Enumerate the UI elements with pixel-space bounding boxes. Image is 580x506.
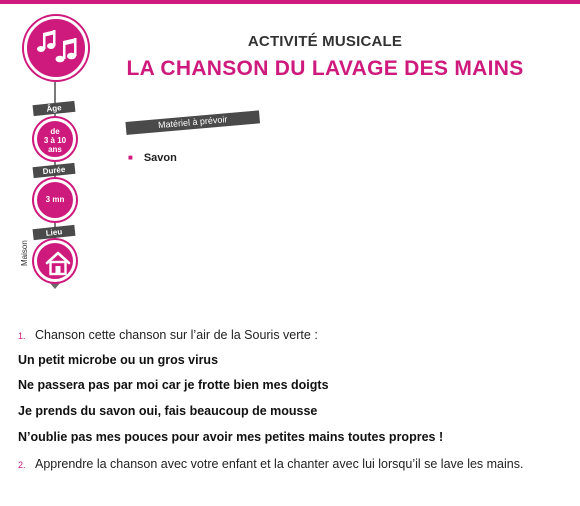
house-icon — [44, 249, 72, 277]
age-value-line2: 3 à 10 — [43, 136, 67, 145]
step-1 — [18, 328, 558, 343]
top-accent-bar — [0, 0, 580, 4]
lyric-line-4: N’oublie pas mes pouces pour avoir mes petites mains toutes propres ! — [18, 430, 444, 444]
activity-kicker: ACTIVITÉ MUSICALE — [247, 33, 403, 50]
location-tag: Lieu — [33, 225, 76, 240]
bullet-icon: ■ — [128, 153, 133, 162]
duration-badge — [34, 179, 76, 221]
step-2 — [18, 457, 558, 472]
lyric-line-2: Ne passera pas par moi car je frotte bien mes doigts — [18, 378, 329, 392]
step-2-number: 2. — [18, 460, 26, 470]
age-badge — [34, 118, 76, 160]
material-item-text: Savon — [143, 152, 177, 164]
duration-tag: Durée — [33, 163, 76, 178]
page-title: LA CHANSON DU LAVAGE DES MAINS — [126, 57, 524, 80]
lyric-line-1: Un petit microbe ou un gros virus — [18, 353, 219, 367]
step-1-text: Chanson cette chanson sur l’air de la Souris verte : — [35, 328, 318, 342]
location-value: Maison — [20, 240, 29, 266]
location-badge — [34, 240, 76, 282]
duration-value: 3 mn — [45, 195, 65, 204]
activity-type-badge — [24, 16, 88, 80]
music-notes-icon — [33, 27, 81, 71]
age-value-line1: de — [50, 127, 60, 136]
lyric-line-3: Je prends du savon oui, fais beaucoup de mousse — [18, 404, 318, 418]
age-value-line3: ans — [48, 145, 62, 154]
age-tag: Âge — [33, 101, 76, 116]
material-item — [128, 152, 177, 164]
timeline-arrow — [49, 282, 61, 289]
materials-label: Matériel à prévoir — [125, 110, 260, 135]
step-2-text: Apprendre la chanson avec votre enfant et la chanter avec lui lorsqu’il se lave les mains. — [35, 457, 524, 471]
step-1-number: 1. — [18, 331, 26, 341]
